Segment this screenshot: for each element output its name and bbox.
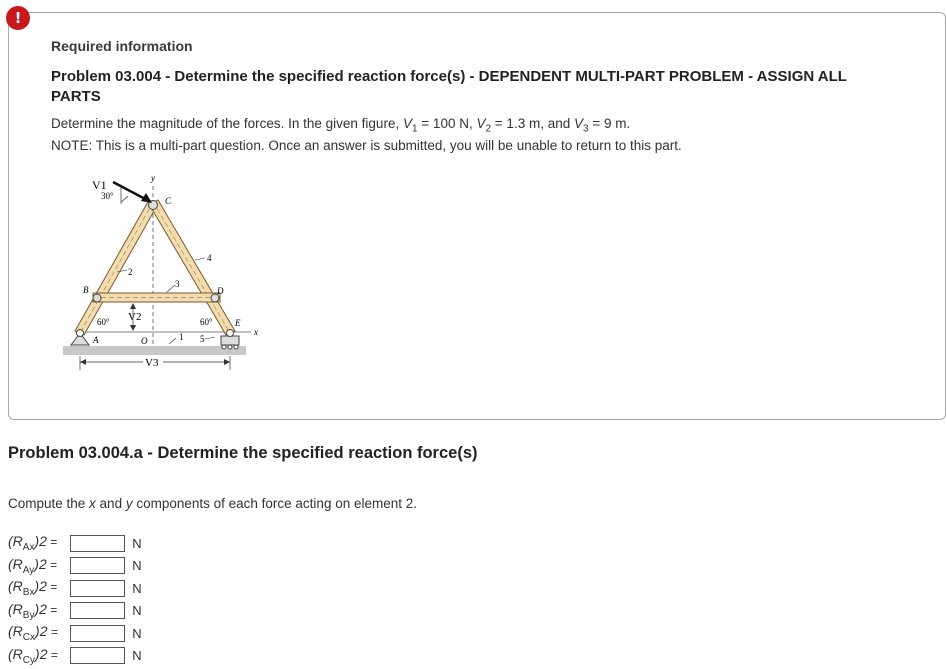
label-point-d: D xyxy=(217,286,224,296)
label-point-a: A xyxy=(93,335,99,345)
answer-input-rcy[interactable] xyxy=(70,647,125,664)
answer-symbol: R xyxy=(12,578,23,595)
label-v3: V3 xyxy=(145,357,159,369)
v3-symbol: V xyxy=(573,116,583,131)
support-e-roller-1 xyxy=(222,345,226,349)
v3-arrow-left xyxy=(80,359,86,365)
answer-input-rcx[interactable] xyxy=(70,625,125,642)
truss-figure xyxy=(55,172,270,377)
answer-symbol: R xyxy=(12,645,23,662)
answer-equals: = xyxy=(46,602,58,617)
answer-row-rax xyxy=(8,532,147,555)
alert-icon: ! xyxy=(6,6,30,30)
v2-arrow-bottom xyxy=(130,325,136,331)
answer-equals: = xyxy=(47,647,58,662)
answer-row-ray xyxy=(8,555,147,578)
label-member-2: 2 xyxy=(128,267,133,277)
answer-row-rby xyxy=(8,600,147,623)
answer-row-rcy xyxy=(8,645,147,668)
answer-unit: N xyxy=(132,580,142,596)
answer-subscript: By xyxy=(22,609,35,621)
answer-label-rax: $(R_{Ax})2$ = xyxy=(8,533,58,554)
answer-subscript: Cy xyxy=(22,654,36,666)
label-member-1: 1 xyxy=(179,332,184,342)
answer-unit: N xyxy=(132,603,142,619)
answer-suffix: 2 xyxy=(39,533,47,550)
instruction-x: x xyxy=(89,496,96,511)
member-right xyxy=(149,200,235,335)
support-e-pin xyxy=(227,330,234,337)
angle-top-arc xyxy=(121,196,128,202)
answer-label-rcx: $(R_{Cx})2$ = xyxy=(8,623,58,644)
label-member-3: 3 xyxy=(175,279,180,289)
answer-suffix: 2 xyxy=(39,623,48,640)
answer-suffix: 2 xyxy=(39,600,47,617)
v2-arrow-top xyxy=(130,303,136,309)
label-v1: V1 xyxy=(92,178,107,192)
v1-symbol: V xyxy=(402,116,412,131)
answer-symbol: R xyxy=(12,600,23,617)
leader-5 xyxy=(205,337,215,339)
answer-subscript: Cx xyxy=(22,632,36,644)
label-member-5: 5 xyxy=(200,334,205,344)
answer-input-rbx[interactable] xyxy=(70,580,125,597)
label-point-c: C xyxy=(165,196,172,206)
problem-title: Problem 03.004 - Determine the specified reaction force(s) - DEPENDENT MULTI-PART PROBLEM - ASSIGN ALL PARTS xyxy=(51,68,847,105)
v2-symbol: V xyxy=(476,116,486,131)
label-x-axis: x xyxy=(254,327,258,337)
answer-equals: = xyxy=(46,580,58,595)
leader-4 xyxy=(195,258,205,260)
answer-row-rcx xyxy=(8,622,147,645)
leader-3 xyxy=(167,285,175,292)
required-info-heading: Required information xyxy=(51,38,193,54)
answer-suffix: 2 xyxy=(38,555,47,572)
leader-1 xyxy=(169,338,176,344)
v2-value: = 1.3 m, and xyxy=(491,116,574,131)
answer-equals: = xyxy=(46,557,58,572)
problem-description xyxy=(51,116,630,135)
multi-part-note: NOTE: This is a multi-part question. Once an answer is submitted, you will be unable to return to this part. xyxy=(51,138,682,153)
answer-row-rbx xyxy=(8,577,147,600)
instruction-post: components of each force acting on element 2. xyxy=(132,496,418,511)
answer-label-rcy: $(R_{Cy})2$ = xyxy=(8,645,58,666)
instruction-y: y xyxy=(125,496,133,511)
label-angle-left: 60° xyxy=(97,317,110,327)
answer-subscript: Ay xyxy=(22,564,35,576)
label-angle-top: 30° xyxy=(101,191,114,201)
answer-input-rax[interactable] xyxy=(70,535,125,552)
support-e-roller-3 xyxy=(234,345,238,349)
v2-subscript: 2 xyxy=(485,123,492,135)
support-e-roller-2 xyxy=(228,345,232,349)
answer-input-ray[interactable] xyxy=(70,557,125,574)
v3-arrow-right xyxy=(224,359,230,365)
answer-unit: N xyxy=(132,625,142,641)
answer-label-rbx: $(R_{Bx})2$ = xyxy=(8,578,58,599)
v1-subscript: 1 xyxy=(411,123,418,135)
instruction-mid: and xyxy=(95,496,126,511)
description-lead: Determine the magnitude of the forces. In the given figure, xyxy=(51,116,400,131)
part-instruction xyxy=(8,496,417,511)
support-a-pin xyxy=(77,330,84,337)
label-v2: V2 xyxy=(128,311,142,323)
ground-surface xyxy=(63,346,246,355)
label-point-o: O xyxy=(141,336,148,346)
answer-unit: N xyxy=(132,648,142,664)
v3-value: = 9 m. xyxy=(588,116,631,131)
label-y-axis: y xyxy=(151,173,155,183)
label-angle-right: 60° xyxy=(200,317,213,327)
answer-unit: N xyxy=(132,535,142,551)
part-title: Problem 03.004.a - Determine the specified reaction force(s) xyxy=(8,444,478,462)
instruction-pre: Compute the xyxy=(8,496,90,511)
v3-subscript: 3 xyxy=(583,123,589,135)
answer-suffix: 2 xyxy=(39,645,48,662)
answer-equals: = xyxy=(47,625,58,640)
joint-b xyxy=(93,294,101,302)
answer-suffix: 2 xyxy=(39,578,47,595)
answer-subscript: Ax xyxy=(22,542,35,554)
answer-symbol: R xyxy=(12,623,23,640)
answer-input-rby[interactable] xyxy=(70,602,125,619)
answer-symbol: R xyxy=(12,533,23,550)
answer-unit: N xyxy=(132,558,142,574)
answer-list xyxy=(8,532,147,667)
answer-equals: = xyxy=(46,535,58,550)
label-point-b: B xyxy=(83,285,89,295)
v1-value: = 100 N, xyxy=(417,116,477,131)
label-member-4: 4 xyxy=(207,253,212,263)
answer-symbol: R xyxy=(12,555,23,572)
answer-label-ray: $(R_{Ay})2$ = xyxy=(8,555,58,576)
answer-subscript: Bx xyxy=(22,587,35,599)
support-e xyxy=(221,336,239,345)
label-point-e: E xyxy=(235,318,241,328)
answer-label-rby: $(R_{By})2$ = xyxy=(8,600,58,621)
